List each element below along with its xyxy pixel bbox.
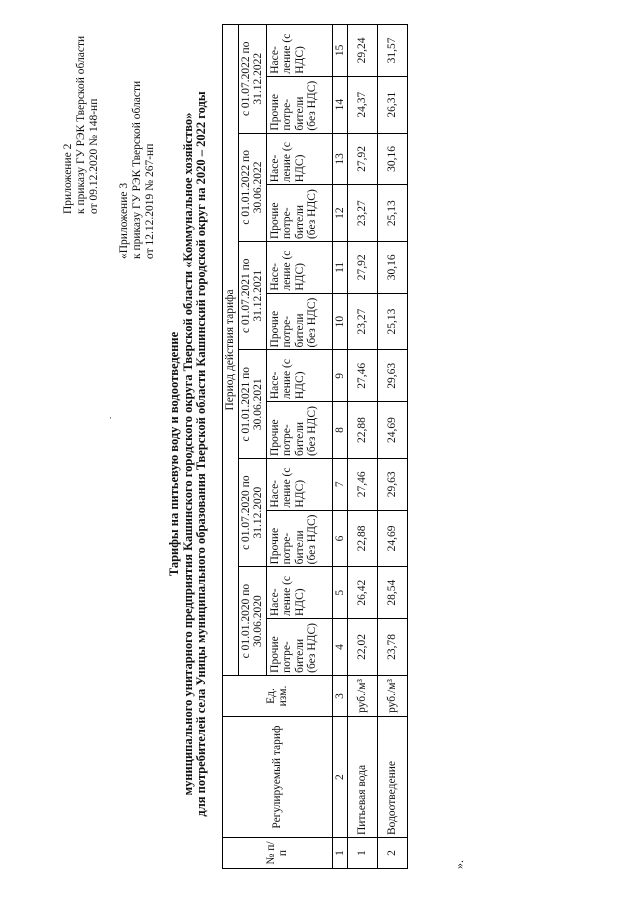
header-period: с 01.07.2021 по 31.12.2021 [238,242,266,350]
appendix-line: к приказу ГУ РЭК Тверской области [131,80,143,259]
numbering-cell: 12 [332,185,348,242]
tariff-value: 27,92 [348,133,378,185]
numbering-cell: 7 [332,458,348,510]
header-other-consumers: Прочие потре-бители (без НДС) [266,185,332,242]
numbering-cell: 15 [332,25,348,77]
row-num: 1 [348,838,378,869]
row-tariff-name: Питьевая вода [348,717,378,838]
tariff-value: 26,42 [348,567,378,619]
tariff-value: 25,13 [378,185,408,242]
header-other-consumers: Прочие потре-бители (без НДС) [266,402,332,459]
header-population: Насе-ление (с НДС) [266,25,332,77]
header-period: с 01.01.2021 по 30.06.2021 [238,350,266,458]
title-line: Тарифы на питьевую воду и водоотведение [167,331,181,577]
header-other-consumers: Прочие потре-бители (без НДС) [266,510,332,567]
numbering-cell: 5 [332,567,348,619]
tariff-value: 26,31 [378,76,408,133]
header-other-consumers: Прочие потре-бители (без НДС) [266,619,332,676]
tariff-value: 24,69 [378,510,408,567]
tariff-value: 31,57 [378,25,408,77]
tariff-value: 29,24 [348,25,378,77]
tariff-value: 24,69 [378,402,408,459]
tariff-value: 22,02 [348,619,378,676]
tariff-value: 22,88 [348,510,378,567]
numbering-cell: 1 [332,838,348,869]
header-period-group: Период действия тарифа [223,25,239,676]
numbering-row [332,25,348,869]
title-line: для потребителей села Уницы муниципального образования Тверской области Кашинский городской округ на 2020 – 2022 годы [194,91,208,817]
document-title [168,24,209,884]
numbering-cell: 8 [332,402,348,459]
header-unit: Ед. изм. [223,675,333,716]
numbering-cell: 3 [332,675,348,716]
appendix-original-reference [118,81,157,259]
closing-quote-mark: ». [452,860,466,869]
appendix-current-reference [62,36,101,214]
header-population: Насе-ление (с НДС) [266,458,332,510]
tariff-value: 29,63 [378,458,408,510]
tariff-value: 27,46 [348,350,378,402]
appendix-line: от 09.12.2020 № 148-нп [88,98,100,214]
numbering-cell: 10 [332,293,348,350]
tariff-value: 23,27 [348,185,378,242]
tariff-value: 23,27 [348,293,378,350]
tariff-value: 30,16 [378,133,408,185]
numbering-cell: 4 [332,619,348,676]
header-population: Насе-ление (с НДС) [266,133,332,185]
tariff-value: 24,37 [348,76,378,133]
numbering-cell: 9 [332,350,348,402]
tariff-value: 28,54 [378,567,408,619]
row-unit: руб./м³ [348,675,378,716]
tariff-value: 29,63 [378,350,408,402]
tariff-value: 22,88 [348,402,378,459]
stray-mark: . [103,416,113,419]
tariff-value: 23,78 [378,619,408,676]
tariff-value: 27,92 [348,242,378,294]
header-period: с 01.01.2022 по 30.06.2022 [238,133,266,241]
appendix-line: к приказу ГУ РЭК Тверской области [75,35,87,214]
row-unit: руб./м³ [378,675,408,716]
header-population: Насе-ление (с НДС) [266,567,332,619]
tariff-table [222,24,408,869]
numbering-cell: 11 [332,242,348,294]
header-period: с 01.01.2020 по 30.06.2020 [238,567,266,675]
tariff-value: 27,46 [348,458,378,510]
header-other-consumers: Прочие потре-бители (без НДС) [266,76,332,133]
numbering-cell: 14 [332,76,348,133]
header-period: с 01.07.2020 по 31.12.2020 [238,458,266,566]
header-row-group [223,25,239,869]
header-tariff: Регулируемый тариф [223,717,333,838]
table-row-drinking-water [348,25,378,869]
header-period: с 01.07.2022 по 31.12.2022 [238,25,266,134]
header-population: Насе-ление (с НДС) [266,350,332,402]
appendix-line: Приложение 2 [62,143,74,214]
title-line: муниципального унитарного предприятия Кашинского городского округа Тверской области «Коммунальное хозяйство» [180,112,195,796]
row-num: 2 [378,838,408,869]
header-population: Насе-ление (с НДС) [266,242,332,294]
header-other-consumers: Прочие потре-бители (без НДС) [266,293,332,350]
numbering-cell: 13 [332,133,348,185]
numbering-cell: 2 [332,717,348,838]
tariff-value: 30,16 [378,242,408,294]
table-row-wastewater [378,25,408,869]
appendix-line: от 12.12.2019 № 267-нп [144,143,156,259]
appendix-line: «Приложение 3 [118,182,130,259]
numbering-cell: 6 [332,510,348,567]
tariff-value: 25,13 [378,293,408,350]
row-tariff-name: Водоотведение [378,717,408,838]
header-num: № п/п [223,838,333,869]
